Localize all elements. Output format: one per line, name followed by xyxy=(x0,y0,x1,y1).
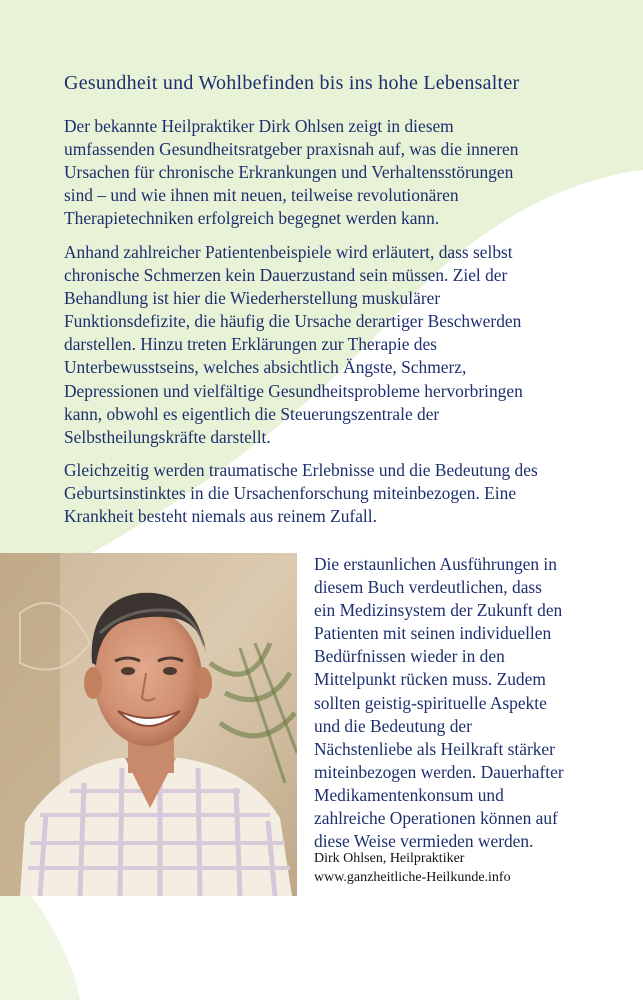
paragraph-line: Geburtsinstinktes in die Ursachenforschung miteinbezogen. Eine xyxy=(64,483,517,504)
paragraph-line: Nächstenliebe als Heilkraft stärker xyxy=(314,738,555,759)
paragraph-line: Unterbewusstseins, welches absichtlich Ängste, Schmerz, xyxy=(64,357,467,378)
paragraph-line: sind – und wie ihnen mit neuen, teilweise revolutionären xyxy=(64,185,459,206)
paragraph-line: diesem Buch verdeutlichen, dass xyxy=(314,577,542,598)
paragraph-line: und die Bedeutung der xyxy=(314,715,472,736)
paragraph-line: ein Medizinsystem der Zukunft den xyxy=(314,600,563,621)
paragraph-1 xyxy=(64,115,604,230)
paragraph-line: chronische Schmerzen kein Dauerzustand sein müssen. Ziel der xyxy=(64,265,508,286)
author-photo xyxy=(0,553,297,896)
paragraph-line: Medikamentenkonsum und xyxy=(314,784,504,805)
paragraph-line: Ursachen für chronische Erkrankungen und Verhaltensstörungen xyxy=(64,162,514,183)
paragraph-line: Therapietechniken erfolgreich begegnet werden kann. xyxy=(64,208,440,229)
paragraph-line: zahlreiche Operationen können auf xyxy=(314,808,558,829)
paragraph-3 xyxy=(64,459,604,528)
paragraph-line: darstellen. Hinzu treten Erklärungen zur Therapie des xyxy=(64,334,437,355)
paragraph-line: Selbstheilungskräfte darstellt. xyxy=(64,426,271,447)
paragraph-line: Der bekannte Heilpraktiker Dirk Ohlsen zeigt in diesem xyxy=(64,116,454,136)
paragraph-line: Funktionsdefizite, die häufig die Ursache derartiger Beschwerden xyxy=(64,311,522,332)
paragraph-line: Depressionen und vielfältige Gesundheitsprobleme hervorbringen xyxy=(64,380,523,401)
author-name: Dirk Ohlsen, Heilpraktiker xyxy=(314,851,465,866)
paragraph-2 xyxy=(64,241,604,449)
author-website[interactable]: www.ganzheitliche-Heilkunde.info xyxy=(314,870,511,885)
author-signature xyxy=(314,849,511,887)
paragraph-line: Patienten mit seinen individuellen xyxy=(314,623,552,644)
paragraph-line: Anhand zahlreicher Patientenbeispiele wird erläutert, dass selbst xyxy=(64,242,513,262)
paragraph-line: kann, obwohl es eigentlich die Steuerungszentrale der xyxy=(64,403,440,424)
paragraph-line: sollten geistig-spirituelle Aspekte xyxy=(314,692,547,713)
paragraph-line: Krankheit besteht niemals aus reinem Zufall. xyxy=(64,506,377,527)
paragraph-line: Mittelpunkt rücken muss. Zudem xyxy=(314,669,546,690)
paragraph-4 xyxy=(314,553,634,853)
paragraph-line: Bedürfnissen wieder in den xyxy=(314,646,505,667)
paragraph-line: diese Weise vermieden werden. xyxy=(314,831,534,852)
paragraph-line: Behandlung ist hier die Wiederherstellung muskulärer xyxy=(64,288,441,309)
headline: Gesundheit und Wohlbefinden bis ins hohe Lebensalter xyxy=(64,72,520,94)
paragraph-line: Die erstaunlichen Ausführungen in xyxy=(314,554,557,574)
paragraph-line: Gleichzeitig werden traumatische Erlebnisse und die Bedeutung des xyxy=(64,460,538,480)
paragraph-line: umfassenden Gesundheitsratgeber praxisnah auf, was die inneren xyxy=(64,139,519,160)
paragraph-line: miteinbezogen werden. Dauerhafter xyxy=(314,761,564,782)
